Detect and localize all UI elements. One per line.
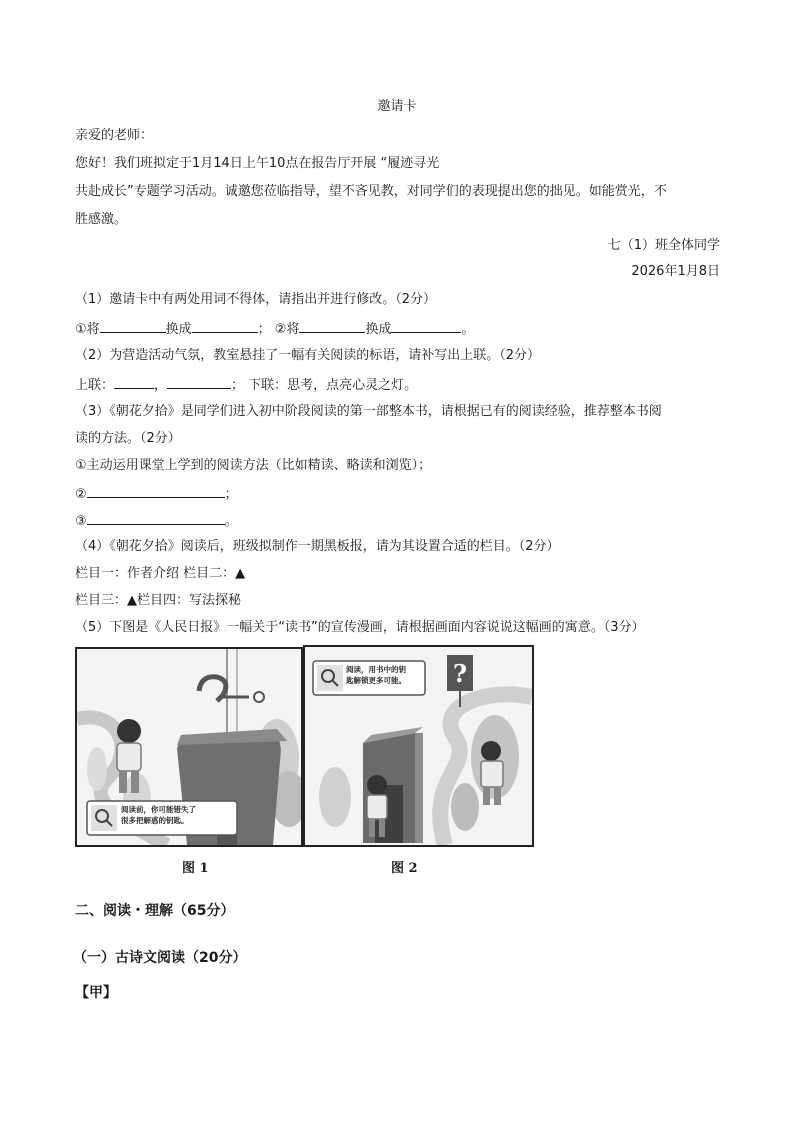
q3-item3-mark: ③ [75,514,87,529]
q1-fill-d: 换成 [365,322,392,337]
q3-item2-end: ； [224,487,238,502]
question-4: （4）《朝花夕拾》阅读后，班级拟制作一期黑板报，请为其设置合适的栏目。（2分） [75,539,560,554]
comic-figure-1 [75,647,303,847]
section-2-heading: 二、阅读・理解（65分） [75,903,235,919]
q3-blank-2[interactable] [87,484,225,498]
comic-figure-2 [303,645,534,847]
q2-blank-1[interactable] [114,375,154,389]
figure-1-caption: 图 1 [182,861,209,876]
q2-blank-2[interactable] [167,375,231,389]
question-5: （5）下图是《人民日报》一幅关于“读书”的宣传漫画，请根据画面内容说说这幅画的寓意。（3分） [75,620,645,635]
question-1: （1）邀请卡中有两处用词不得体，请指出并进行修改。（2分） [75,292,437,307]
q2-comma: ， [154,378,168,393]
q1-blank-2[interactable] [192,319,258,333]
invitation-signature: 七（1）班全体同学 [607,238,720,253]
question-3-line1: （3）《朝花夕拾》是同学们进入初中阶段阅读的第一部整本书，请根据已有的阅读经验，推荐整本书阅 [75,404,662,419]
invitation-body-line3: 胜感激。 [75,212,128,227]
q1-fill-c: ； ②将 [257,322,300,337]
invitation-greeting: 亲爱的老师： [75,128,154,143]
q3-item3-end: 。 [224,514,238,529]
comic-figure-2-sign: ? [453,659,468,688]
q3-blank-3[interactable] [87,511,225,525]
question-3-item2 [75,484,238,504]
comic-figure-2-bubble [346,664,406,686]
question-3-line2: 读的方法。（2分） [75,431,181,446]
comic-figure-1-bubble [121,804,196,826]
question-3-item1: ①主动运用课堂上学到的阅读方法（比如精读、略读和浏览）； [75,458,432,473]
comic-figure-2-illustration [305,647,532,845]
question-1-fill-line [75,319,475,339]
figure-2-caption: 图 2 [391,861,418,876]
question-2-fill-line [75,375,417,395]
invitation-date: 2026年1月8日 [631,264,720,279]
question-2: （2）为营造活动气氛，教室悬挂了一幅有关阅读的标语，请补写出上联。（2分） [75,348,541,363]
comic-figure-1-bubble-line2: 很多把解惑的钥匙。 [121,816,189,825]
q1-fill-a: ①将 [75,322,100,337]
section-2-subheading: （一）古诗文阅读（20分） [73,950,247,966]
invitation-title: 邀请卡 [377,99,417,114]
invitation-body-line2: 共赴成长”专题学习活动。诚邀您莅临指导，望不吝见教，对同学们的表现提出您的拙见。如能赏光，不 [75,184,667,199]
comic-figure-1-bubble-line1: 阅读前，你可能错失了 [121,805,196,814]
question-4-row1: 栏目一：作者介绍 栏目二：▲ [75,566,246,581]
q1-fill-e: 。 [461,322,475,337]
invitation-body-line1: 您好！我们班拟定于1月14日上午10点在报告厅开展 “履迹寻光 [75,156,440,171]
question-3-item3 [75,511,238,531]
q1-blank-3[interactable] [299,319,365,333]
q1-fill-b: 换成 [165,322,192,337]
question-4-row2: 栏目三：▲栏目四：写法探秘 [75,593,241,608]
q1-blank-1[interactable] [100,319,166,333]
section-2-marker: 【甲】 [75,985,117,1001]
q2-prefix: 上联： [75,378,115,393]
comic-figure-2-bubble-line2: 匙解锁更多可能。 [346,676,406,685]
comic-figure-2-bubble-line1: 阅读，用书中的钥 [346,665,406,674]
q2-suffix: ； 下联：思考，点亮心灵之灯。 [231,378,418,393]
q1-blank-4[interactable] [391,319,461,333]
q3-item2-mark: ② [75,487,87,502]
